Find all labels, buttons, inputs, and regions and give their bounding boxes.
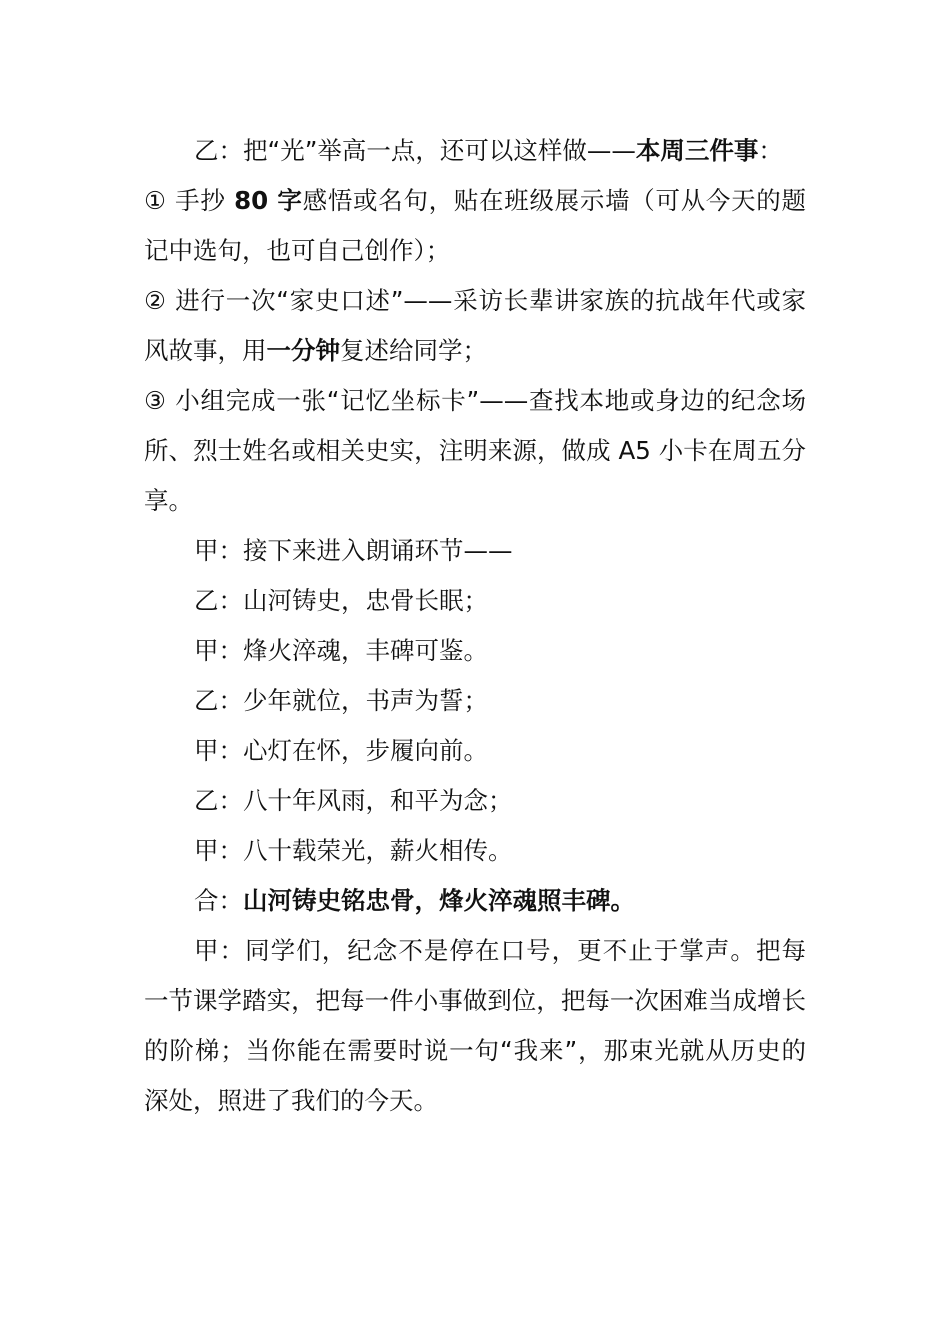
text-segment-bold: 一分钟: [266, 336, 340, 365]
paragraph-recitation-line: [144, 676, 806, 726]
paragraph-recitation-line: [144, 826, 806, 876]
text-segment-bold: 本周三件事: [635, 136, 759, 165]
text-segment: 甲：接下来进入朗诵环节——: [194, 536, 513, 565]
text-segment: ③ 小组完成一张“记忆坐标卡”——查找本地或身边的纪念场所、烈士姓名或相关史实，注明来源，做成 A5 小卡在周五分享。: [144, 386, 806, 515]
text-segment: 乙：山河铸史，忠骨长眠；: [194, 586, 488, 615]
text-segment: 甲：烽火淬魂，丰碑可鉴。: [194, 636, 488, 665]
text-segment: 感悟或名句，贴在班级展示墙（可从今天的题记中选句，也可自己创作）；: [144, 186, 807, 265]
text-segment: 甲：心灯在怀，步履向前。: [194, 736, 488, 765]
paragraph-task-1: [144, 176, 806, 276]
paragraph-chorus-line: [144, 876, 806, 926]
text-segment-bold: 山河铸史铭忠骨，烽火淬魂照丰碑。: [243, 886, 635, 915]
paragraph-three-tasks-intro: [144, 126, 806, 176]
text-segment: ① 手抄: [144, 186, 235, 215]
text-segment: 乙：少年就位，书声为誓；: [194, 686, 488, 715]
text-segment: 复述给同学；: [340, 336, 487, 365]
text-segment: 乙：把“光”举高一点，还可以这样做——: [194, 136, 636, 165]
paragraph-task-3: [144, 376, 806, 526]
text-segment: ：: [758, 136, 783, 165]
document-body: [144, 126, 806, 1126]
text-segment: 合：: [194, 886, 243, 915]
paragraph-recitation-intro: [144, 526, 806, 576]
paragraph-task-2: [144, 276, 806, 376]
text-segment: 甲：八十载荣光，薪火相传。: [194, 836, 513, 865]
text-segment: ② 进行一次“家史口述”——采访长辈讲家族的抗战年代或家风故事，用: [144, 286, 806, 365]
paragraph-recitation-line: [144, 576, 806, 626]
paragraph-closing-remarks: [144, 926, 806, 1126]
paragraph-recitation-line: [144, 776, 806, 826]
text-segment: 乙：八十年风雨，和平为念；: [194, 786, 513, 815]
text-segment: 甲：同学们，纪念不是停在口号，更不止于掌声。把每一节课学踏实，把每一件小事做到位，把每一次困难当成增长的阶梯；当你能在需要时说一句“我来”，那束光就从历史的深处，照进了我们的今天。: [144, 936, 806, 1115]
paragraph-recitation-line: [144, 626, 806, 676]
text-segment-bold: 80 字: [234, 186, 303, 215]
paragraph-recitation-line: [144, 726, 806, 776]
